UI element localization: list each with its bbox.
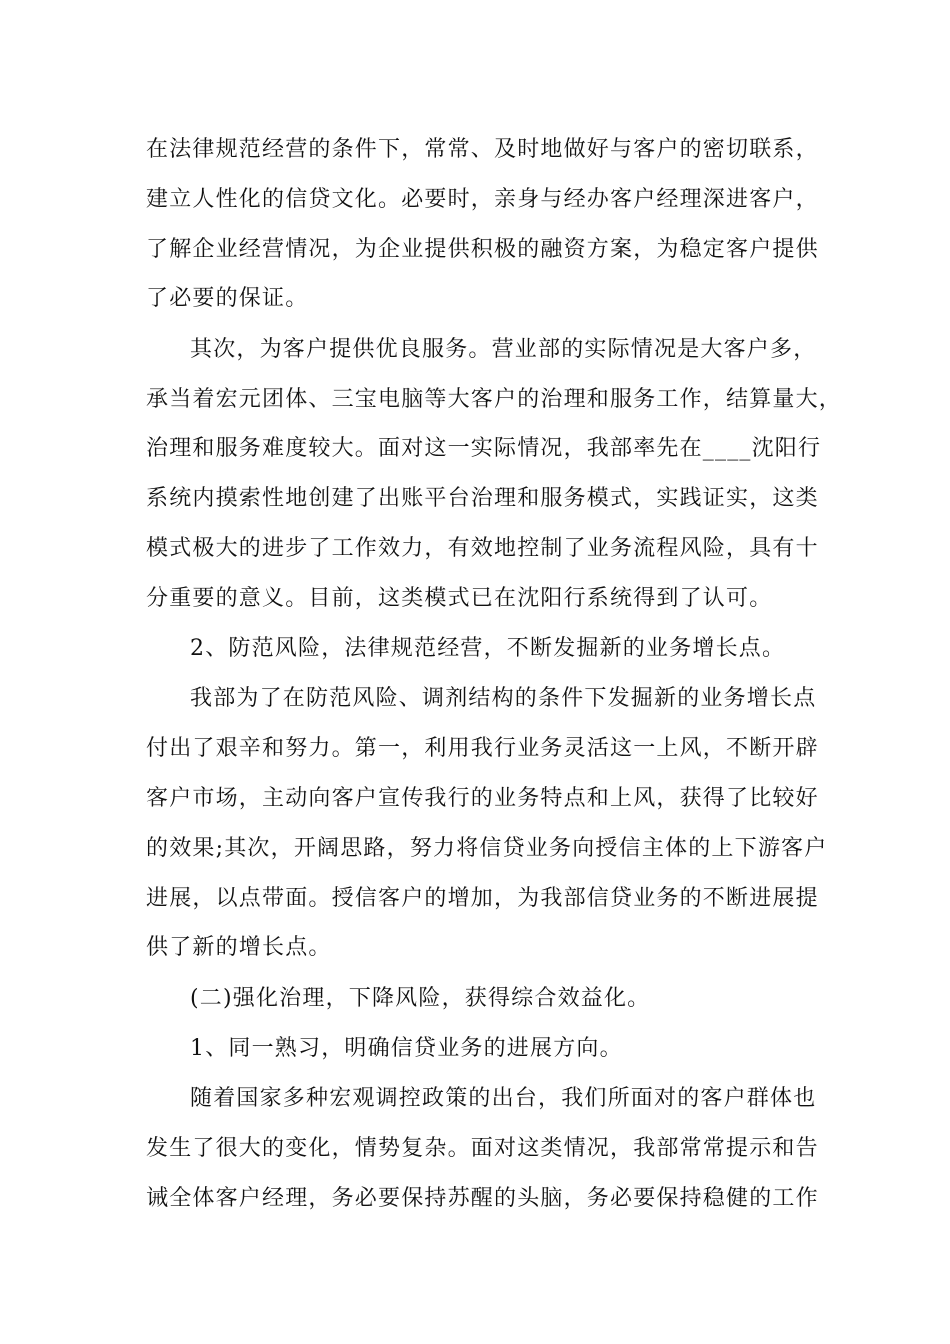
section-heading: 1、同一熟习，明确信贷业务的进展方向。 [190,1036,623,1061]
text-line: 模式极大的进步了工作效力，有效地控制了业务流程风险，具有十 [146,536,819,561]
text-line: 付出了艰辛和努力。第一，利用我行业务灵活这一上风，不断开辟 [146,736,819,761]
paragraph-start-line: 我部为了在防范风险、调剂结构的条件下发掘新的业务增长点 [190,686,817,711]
text-line: 进展，以点带面。授信客户的增加，为我部信贷业务的不断进展提 [146,886,819,911]
section-heading: (二)强化治理，下降风险，获得综合效益化。 [190,986,651,1011]
text-line: 了解企业经营情况，为企业提供积极的融资方案，为稳定客户提供 [146,237,819,262]
paragraph-start-line: 其次，为客户提供优良服务。营业部的实际情况是大客户多， [190,337,817,362]
text-line: 了必要的保证。 [146,286,309,311]
text-line: 系统内摸索性地创建了出账平台治理和服务模式，实践证实，这类 [146,486,819,511]
section-heading: 2、防范风险，法律规范经营，不断发掘新的业务增长点。 [190,636,786,661]
text-line: 的效果;其次，开阔思路，努力将信贷业务向授信主体的上下游客户 [146,836,828,861]
text-line: 发生了很大的变化，情势复杂。面对这类情况，我部常常提示和告 [146,1136,819,1161]
text-line: 分重要的意义。目前，这类模式已在沈阳行系统得到了认可。 [146,586,773,611]
text-line: 诫全体客户经理，务必要保持苏醒的头脑，务必要保持稳健的工作 [146,1186,819,1211]
paragraph-start-line: 随着国家多种宏观调控政策的出台，我们所面对的客户群体也 [190,1086,817,1111]
text-line: 建立人性化的信贷文化。必要时，亲身与经办客户经理深进客户， [146,187,819,212]
text-line: 客户市场，主动向客户宣传我行的业务特点和上风，获得了比较好 [146,786,819,811]
text-line: 治理和服务难度较大。面对这一实际情况，我部率先在____沈阳行 [146,436,822,461]
text-line: 供了新的增长点。 [146,935,332,960]
text-line: 在法律规范经营的条件下，常常、及时地做好与客户的密切联系， [146,137,819,162]
text-line: 承当着宏元团体、三宝电脑等大客户的治理和服务工作，结算量大， [146,387,843,412]
